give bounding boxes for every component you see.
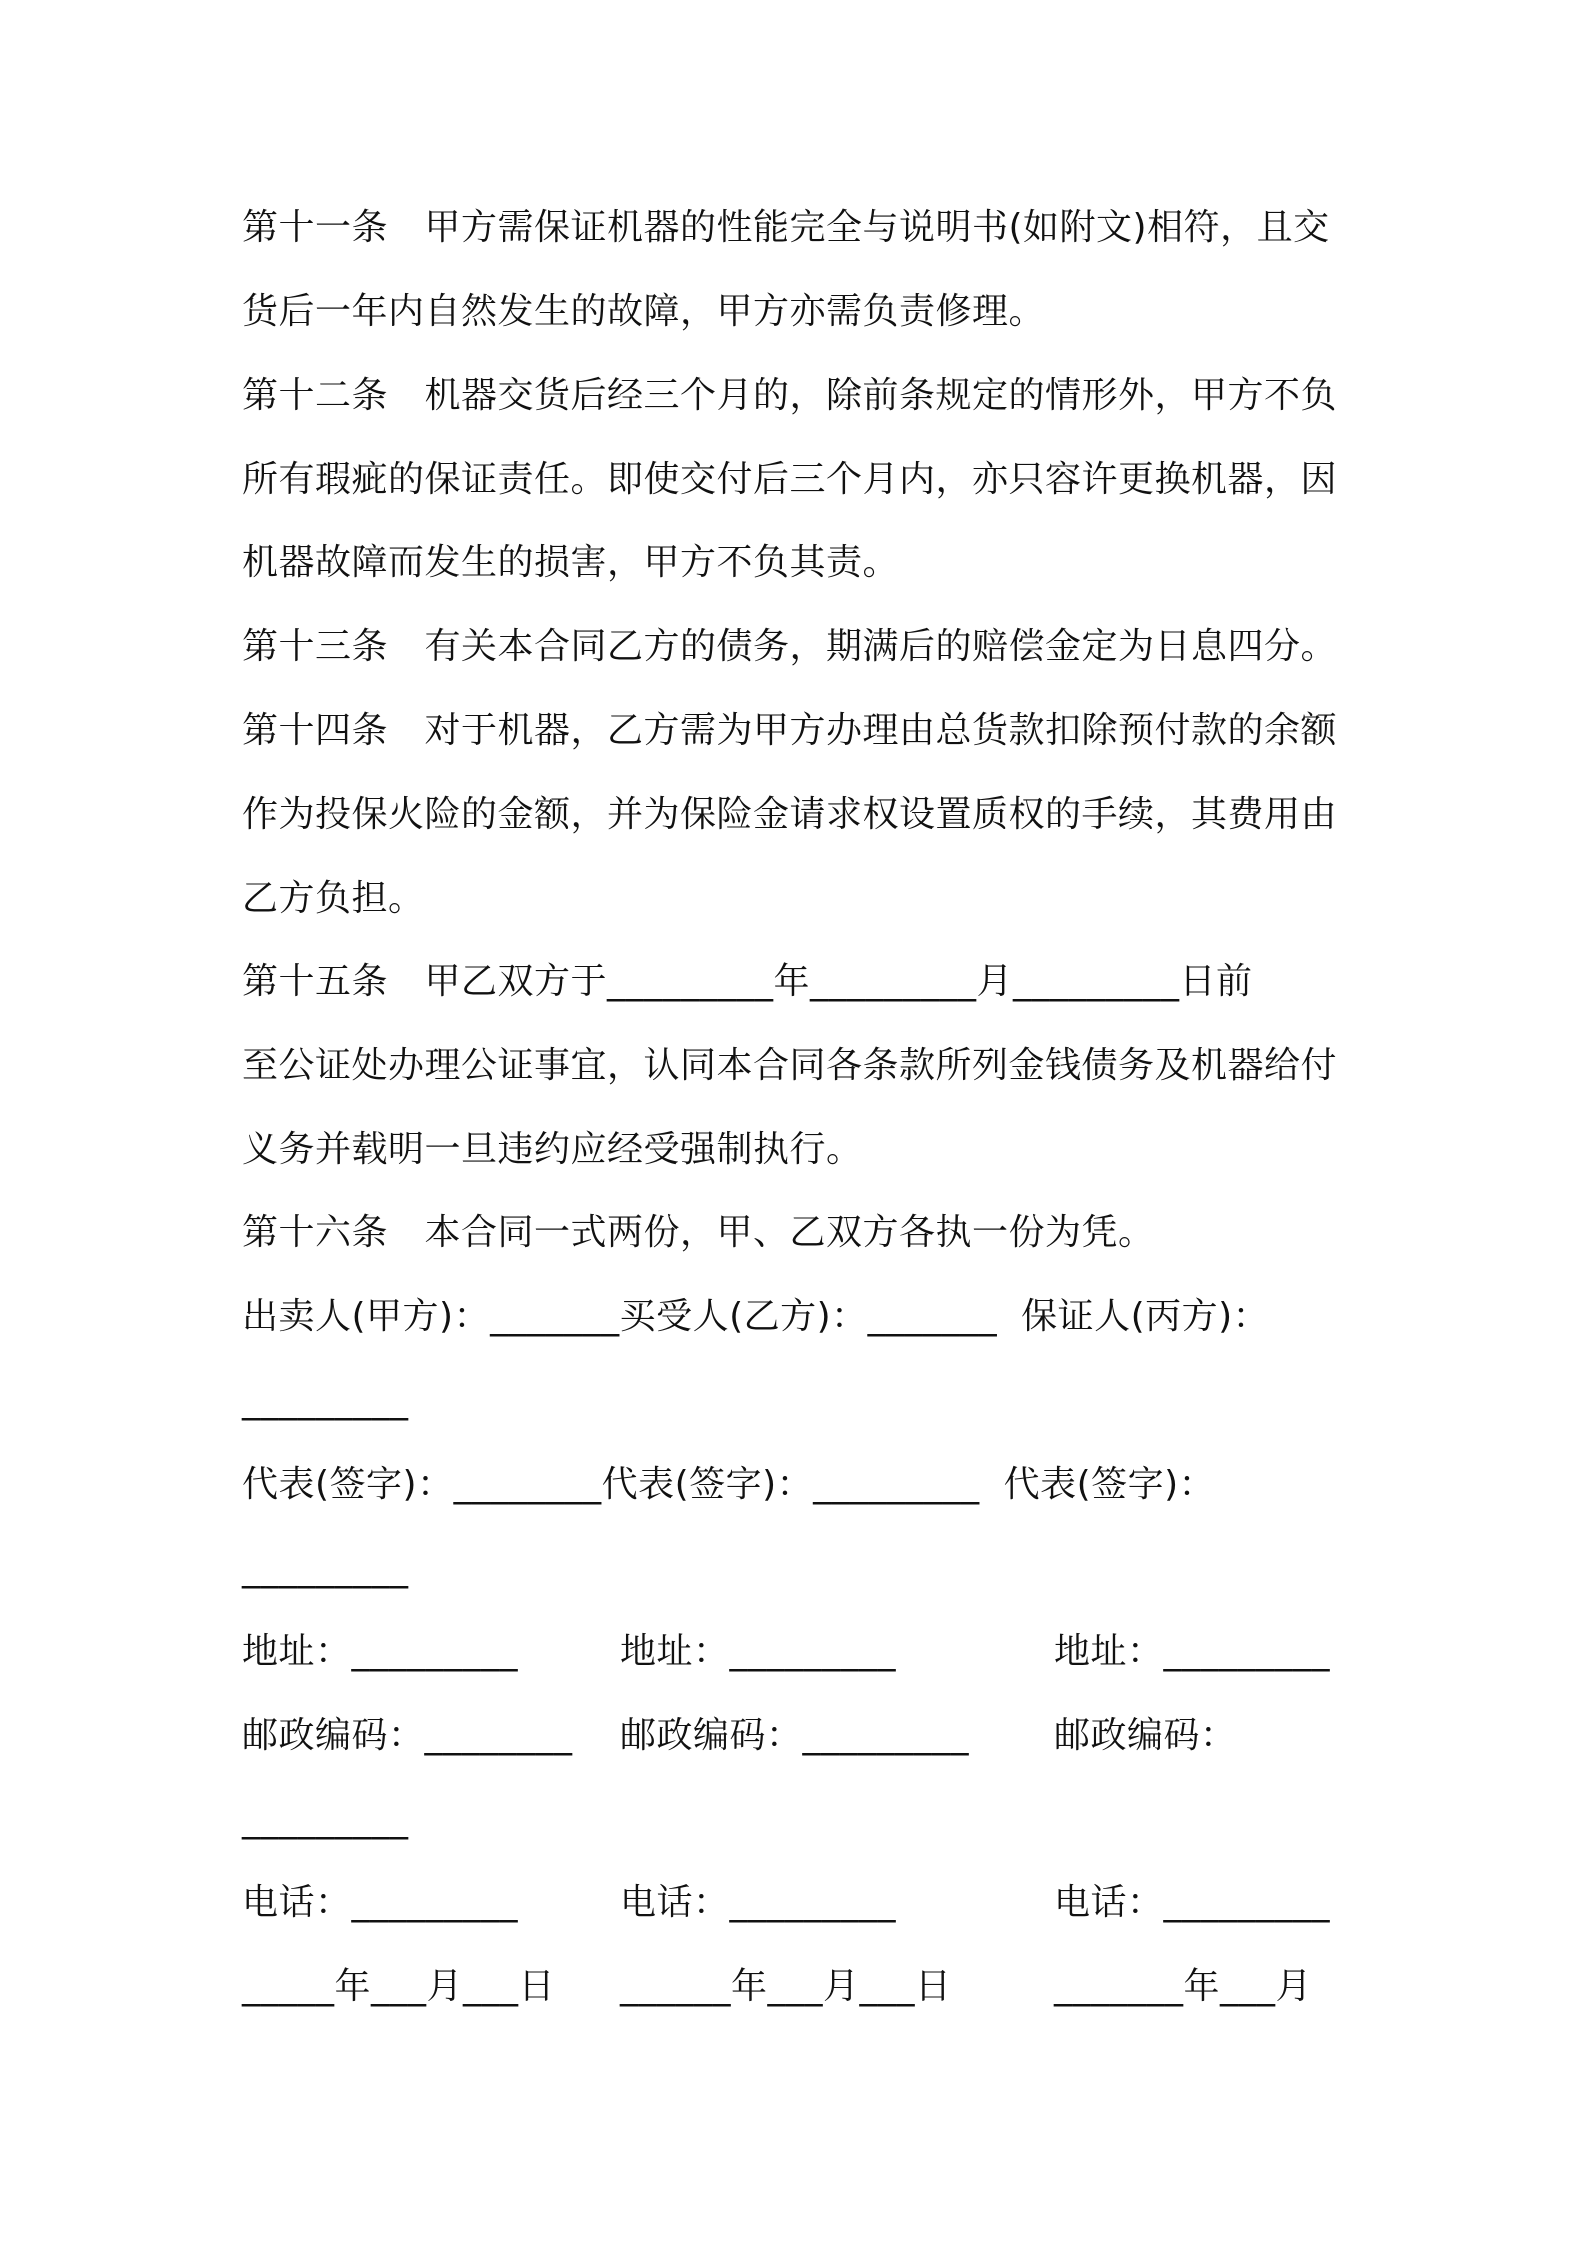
clause-13-line-1: 第十三条 有关本合同乙方的债务，期满后的赔偿金定为日息四分。 — [242, 626, 1338, 667]
date-row — [242, 1957, 1362, 2017]
address-party-c: 地址：_________ — [1054, 1631, 1331, 1672]
phone-row — [242, 1873, 1362, 1933]
address-party-a: 地址：_________ — [242, 1631, 519, 1672]
postcode-party-b: 邮政编码：_________ — [620, 1715, 970, 1756]
signature-representatives-line: 代表(签字)：________代表(签字)：_________ 代表(签字)： — [242, 1464, 1216, 1505]
clause-12-line-3: 机器故障而发生的损害，甲方不负其责。 — [242, 542, 900, 583]
date-party-b: ______年___月___日 — [620, 1966, 952, 2007]
clause-15-line-1: 第十五条 甲乙双方于_________年_________月_________日前 — [242, 961, 1253, 1002]
postcode-party-c: 邮政编码： — [1054, 1715, 1237, 1756]
phone-party-c: 电话：_________ — [1054, 1882, 1331, 1923]
postcode-party-a: 邮政编码：________ — [242, 1715, 573, 1756]
clause-14-line-3: 乙方负担。 — [242, 878, 425, 919]
postcode-blank: _________ — [242, 1799, 409, 1840]
date-party-a: _____年___月___日 — [242, 1966, 556, 2007]
signature-parties-line: 出卖人(甲方)：_______买受人(乙方)：_______ 保证人(丙方)： — [242, 1296, 1270, 1337]
address-party-b: 地址：_________ — [620, 1631, 897, 1672]
clause-14-line-2: 作为投保火险的金额，并为保险金请求权设置质权的手续，其费用由 — [242, 794, 1338, 835]
date-party-c: _______年___月 — [1054, 1966, 1313, 2007]
clause-16-line-1: 第十六条 本合同一式两份，甲、乙双方各执一份为凭。 — [242, 1212, 1155, 1253]
clause-12-line-2: 所有瑕疵的保证责任。即使交付后三个月内，亦只容许更换机器，因 — [242, 459, 1338, 500]
phone-party-b: 电话：_________ — [620, 1882, 897, 1923]
signature-parties-blank: _________ — [242, 1380, 409, 1421]
signature-representatives-blank: _________ — [242, 1548, 409, 1589]
clause-14-line-1: 第十四条 对于机器，乙方需为甲方办理由总货款扣除预付款的余额 — [242, 710, 1338, 751]
address-row — [242, 1622, 1362, 1682]
phone-party-a: 电话：_________ — [242, 1882, 519, 1923]
clause-15-line-2: 至公证处办理公证事宜，认同本合同各条款所列金钱债务及机器给付 — [242, 1045, 1338, 1086]
clause-12-line-1: 第十二条 机器交货后经三个月的，除前条规定的情形外，甲方不负 — [242, 375, 1338, 416]
clause-15-line-3: 义务并载明一旦违约应经受强制执行。 — [242, 1129, 863, 1170]
clause-11-line-2: 货后一年内自然发生的故障，甲方亦需负责修理。 — [242, 291, 1046, 332]
postcode-row — [242, 1706, 1362, 1766]
clause-11-line-1: 第十一条 甲方需保证机器的性能完全与说明书(如附文)相符，且交 — [242, 207, 1330, 248]
